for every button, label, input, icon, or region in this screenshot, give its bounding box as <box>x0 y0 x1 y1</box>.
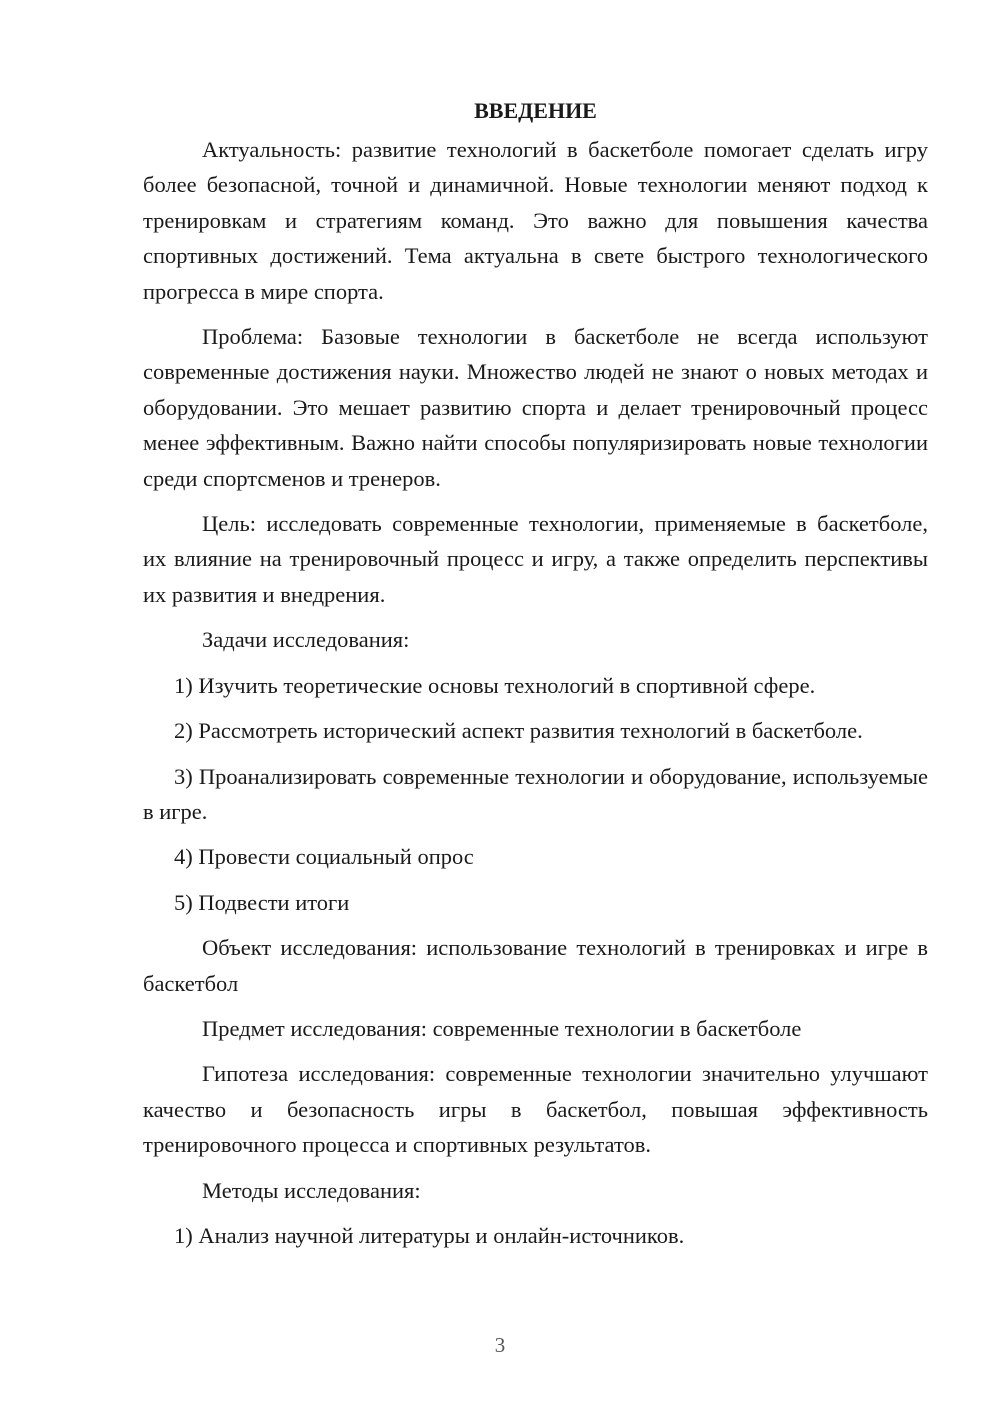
goal-paragraph: Цель: исследовать современные технологии, применяемые в баскетболе, их влияние на тренировочный процесс и игру, а также определить перспективы их развития и внедрения. <box>143 511 928 607</box>
task-item-5: 5) Подвести итоги <box>174 889 350 915</box>
methods-title: Методы исследования: <box>202 1177 421 1203</box>
object-paragraph: Объект исследования: использование технологий в тренировках и игре в баскетбол <box>143 935 928 996</box>
subject-paragraph: Предмет исследования: современные технологии в баскетболе <box>202 1015 802 1041</box>
hypothesis-paragraph: Гипотеза исследования: современные технологии значительно улучшают качество и безопасность игры в баскетбол, повышая эффективность тренировочного процесса и спортивных результатов. <box>143 1061 928 1158</box>
task-item-2: 2) Рассмотреть исторический аспект развития технологий в баскетболе. <box>174 718 863 744</box>
page-body <box>143 93 928 1263</box>
method-item-1: 1) Анализ научной литературы и онлайн-источников. <box>174 1222 685 1248</box>
relevance-paragraph: Актуальность: развитие технологий в баскетболе помогает сделать игру более безопасной, точной и динамичной. Новые технологии меняют подход к тренировкам и стратегиям команд. Это важно для повышения качества спортивных достижений. Тема актуальна в свете быстрого технологического прогресса в мире спорта. <box>143 137 928 304</box>
task-item-4: 4) Провести социальный опрос <box>174 844 474 870</box>
task-item-1: 1) Изучить теоретические основы технологий в спортивной сфере. <box>174 672 816 698</box>
tasks-title: Задачи исследования: <box>202 627 410 653</box>
task-item-3: 3) Проанализировать современные технологии и оборудование, используемые в игре. <box>143 763 928 824</box>
page-number: 3 <box>494 1333 506 1357</box>
section-heading: ВВЕДЕНИЕ <box>474 98 597 123</box>
problem-paragraph: Проблема: Базовые технологии в баскетболе не всегда используют современные достижения науки. Множество людей не знают о новых методах и оборудовании. Это мешает развитию спорта и делает тренировочный процесс менее эффективным. Важно найти способы популяризировать новые технологии среди спортсменов и тренеров. <box>143 324 928 491</box>
